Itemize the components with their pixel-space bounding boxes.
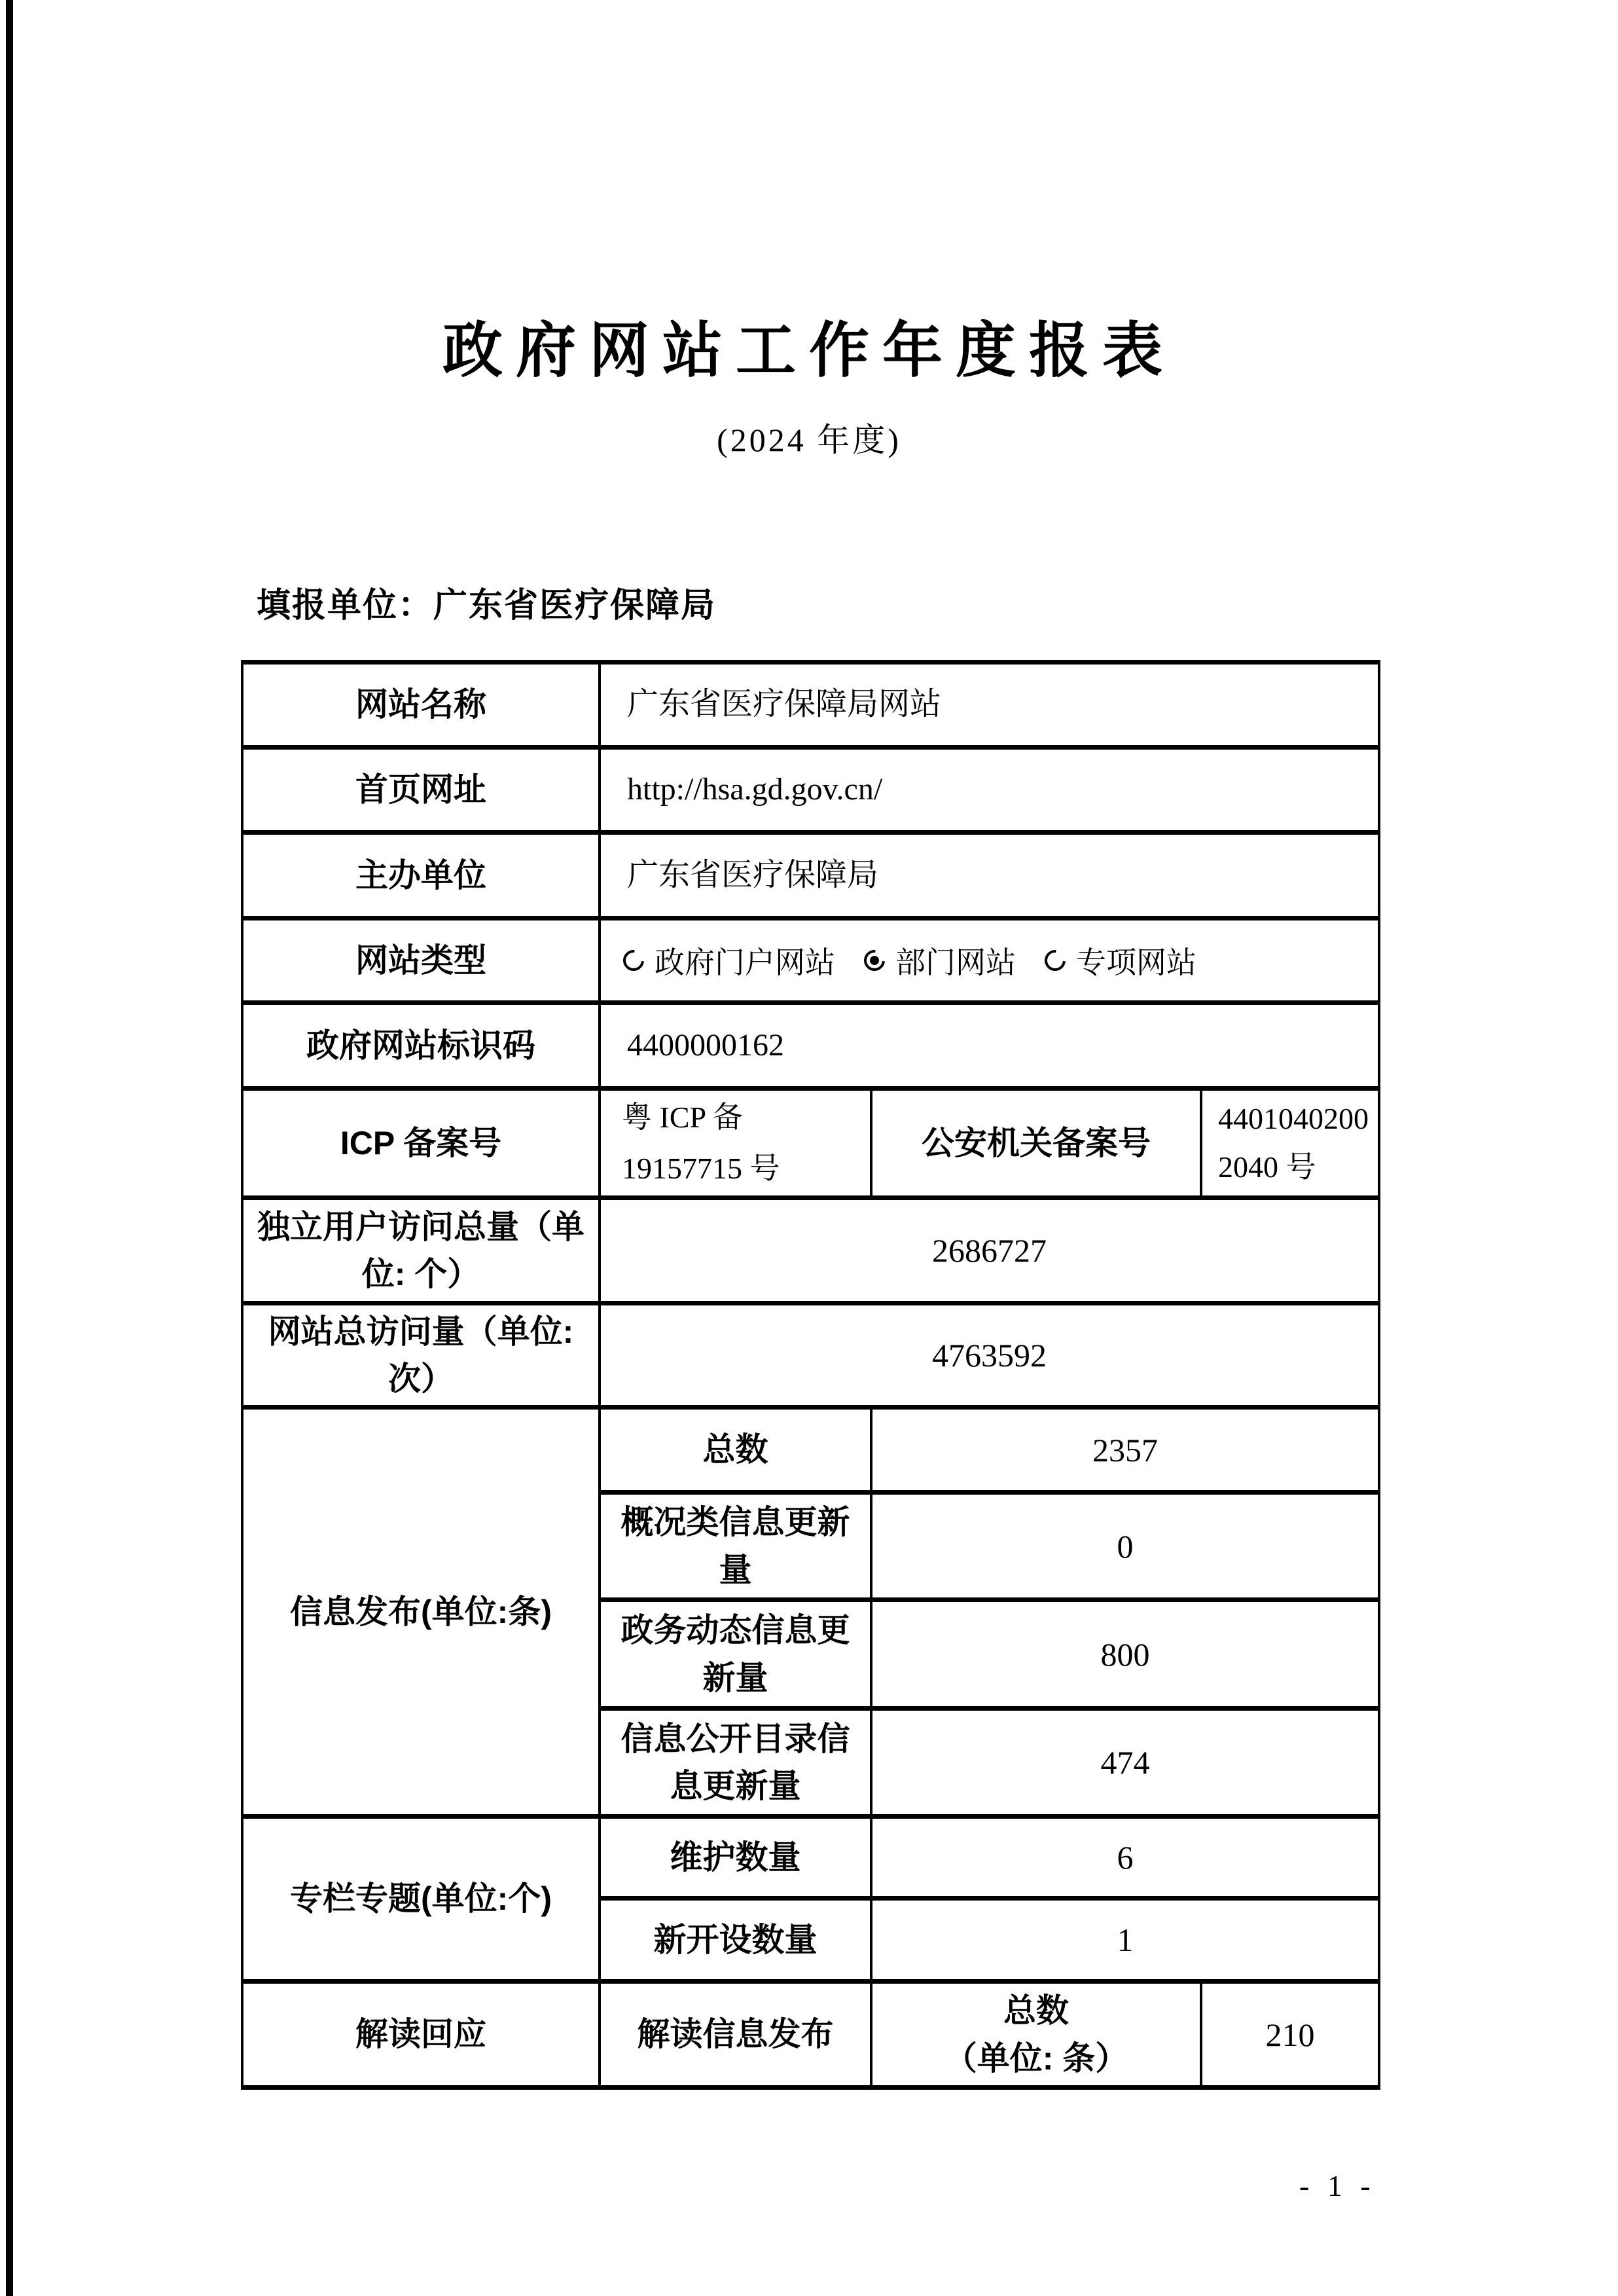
site-type-option-label: 专项网站 (1076, 945, 1196, 979)
table-row (242, 663, 1379, 748)
special-columns-label: 专栏专题(单位:个) (242, 1817, 600, 1982)
interpretation-sub-label: 解读信息发布 (600, 1982, 871, 2088)
table-row (242, 1817, 1379, 1899)
site-id-label: 政府网站标识码 (242, 1003, 600, 1089)
site-type-option-label: 政府门户网站 (655, 945, 835, 979)
maintained-count-value: 6 (871, 1817, 1379, 1899)
organizer-label: 主办单位 (242, 833, 600, 919)
radio-button-icon (619, 945, 648, 975)
interpretation-total-label: 总数 （单位: 条） (871, 1982, 1201, 2088)
total-visits-value: 4763592 (600, 1303, 1379, 1408)
table-row (242, 919, 1379, 1003)
icp-label: ICP 备案号 (242, 1089, 600, 1198)
maintained-count-label: 维护数量 (600, 1817, 871, 1899)
info-catalog-update-value: 474 (871, 1709, 1379, 1817)
organizer-value: 广东省医疗保障局 (600, 833, 1379, 919)
site-type-options (600, 919, 1379, 1003)
table-row (242, 1408, 1379, 1493)
unique-visitors-value: 2686727 (600, 1198, 1379, 1303)
interpretation-total-value: 210 (1201, 1982, 1379, 2088)
table-row (242, 1198, 1379, 1303)
police-record-label: 公安机关备案号 (871, 1089, 1201, 1198)
table-row (242, 833, 1379, 919)
reporting-unit-line: 填报单位：广东省医疗保障局 (257, 587, 717, 625)
homepage-url-value: http://hsa.gd.gov.cn/ (600, 748, 1379, 833)
homepage-url-label: 首页网址 (242, 748, 600, 833)
page-number: - 1 - (1299, 2169, 1376, 2202)
info-publish-label: 信息发布(单位:条) (242, 1408, 600, 1817)
overview-update-value: 0 (871, 1493, 1379, 1600)
site-type-option-2 (1045, 939, 1196, 982)
table-row (242, 1089, 1379, 1198)
new-count-value: 1 (871, 1899, 1379, 1982)
info-publish-total-label: 总数 (600, 1408, 871, 1493)
document-title: 政府网站工作年度报表 (442, 318, 1176, 384)
document-subtitle: (2024 年度) (717, 422, 901, 458)
table-row (242, 748, 1379, 833)
site-name-label: 网站名称 (242, 663, 600, 748)
site-id-value: 4400000162 (600, 1003, 1379, 1089)
table-row (242, 1303, 1379, 1408)
gov-news-update-value: 800 (871, 1600, 1379, 1709)
icp-value: 粤 ICP 备 19157715 号 (600, 1089, 871, 1198)
unique-visitors-label: 独立用户访问总量（单位: 个） (242, 1198, 600, 1303)
site-name-value: 广东省医疗保障局网站 (600, 663, 1379, 748)
info-catalog-update-label: 信息公开目录信息更新量 (600, 1709, 871, 1817)
gov-news-update-label: 政务动态信息更新量 (600, 1600, 871, 1709)
info-publish-total-value: 2357 (871, 1408, 1379, 1493)
interpretation-label: 解读回应 (242, 1982, 600, 2088)
annual-report-table (241, 660, 1380, 2090)
site-type-option-0 (623, 939, 835, 982)
radio-button-icon (859, 945, 889, 975)
site-type-option-label: 部门网站 (895, 945, 1016, 979)
table-row (242, 1003, 1379, 1089)
table-row (242, 1982, 1379, 2088)
overview-update-label: 概况类信息更新量 (600, 1493, 871, 1600)
site-type-option-1 (864, 939, 1016, 982)
new-count-label: 新开设数量 (600, 1899, 871, 1982)
police-record-value: 44010402002040 号 (1201, 1089, 1379, 1198)
site-type-label: 网站类型 (242, 919, 600, 1003)
radio-button-icon (1040, 945, 1070, 975)
total-visits-label: 网站总访问量（单位: 次） (242, 1303, 600, 1408)
